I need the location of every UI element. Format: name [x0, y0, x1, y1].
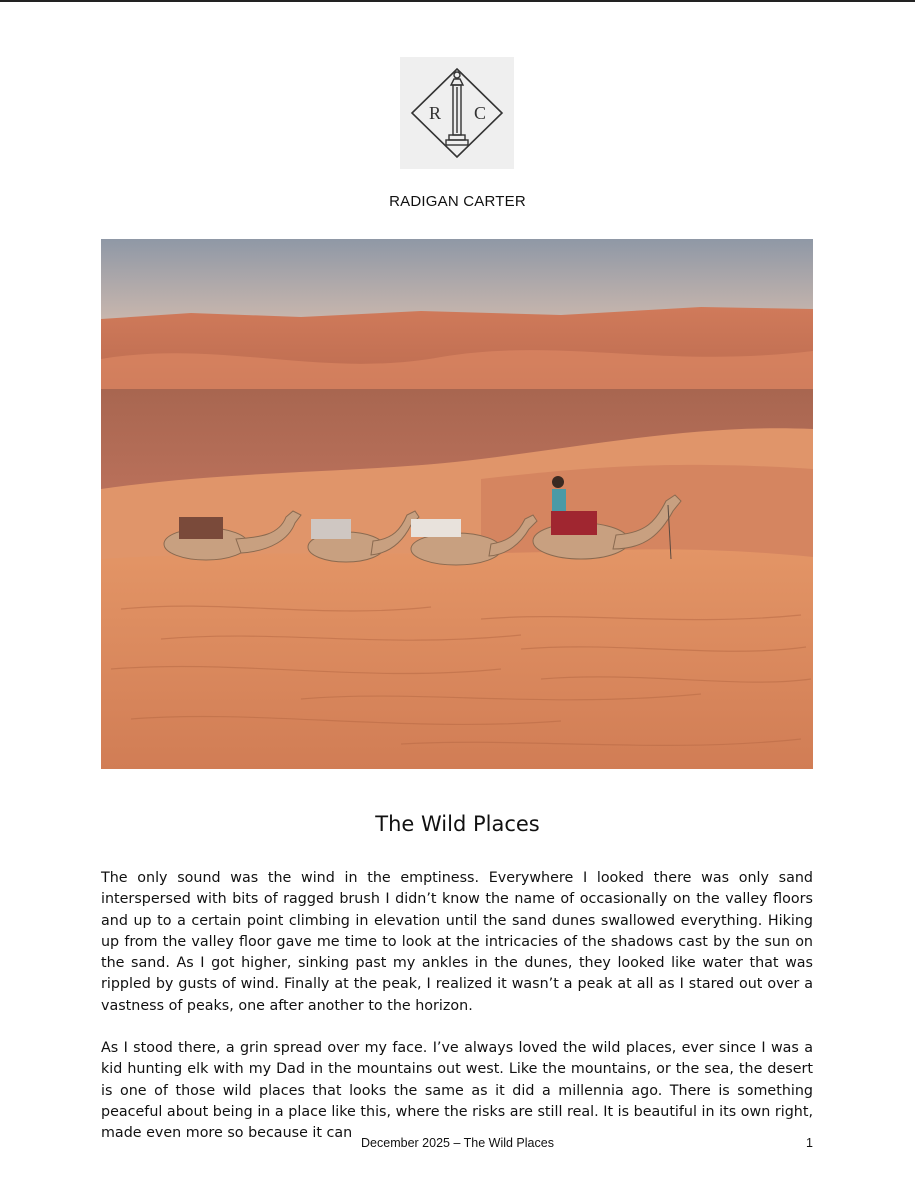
paragraph: The only sound was the wind in the emptiness. Everywhere I looked there was only sand interspersed with bits of ragged brush I didn’t know the name of occasionally on the valley floors and up to a certain point climbing in elevation until the sand dunes swallowed everything. Hiking up from the valley floor gave me time to look at the intricacies of the shadows cast by the sun on the sand. As I got higher, sinking past my ankles in the dunes, they looked like water that was rippled by gusts of wind. Finally at the peak, I realized it wasn’t a peak at all as I stared out over a vastness of peaks, one after another to the horizon. — [101, 870, 813, 1014]
paragraph: As I stood there, a grin spread over my face. I’ve always loved the wild places, ever since I was a kid hunting elk with my Dad in the mountains out west. Like the mountains, or the sea, the desert is one of those wild places that looks the same as it did a millennia ago. There is something peaceful about being in a place like this, where the risks are still real. It is beautiful in its own right, made even more so because it can — [101, 1040, 813, 1142]
page-footer: December 2025 – The Wild Places — [361, 1136, 554, 1150]
article-body — [101, 868, 813, 1166]
logo-letter-c: C — [473, 103, 487, 123]
logo-letter-r: R — [428, 103, 442, 123]
desert-camels-photo — [101, 239, 813, 769]
article-title: The Wild Places — [375, 812, 540, 836]
monogram-logo — [400, 57, 514, 169]
page-number: 1 — [806, 1136, 813, 1150]
author-name: RADIGAN CARTER — [389, 193, 526, 210]
top-rule — [0, 0, 915, 2]
